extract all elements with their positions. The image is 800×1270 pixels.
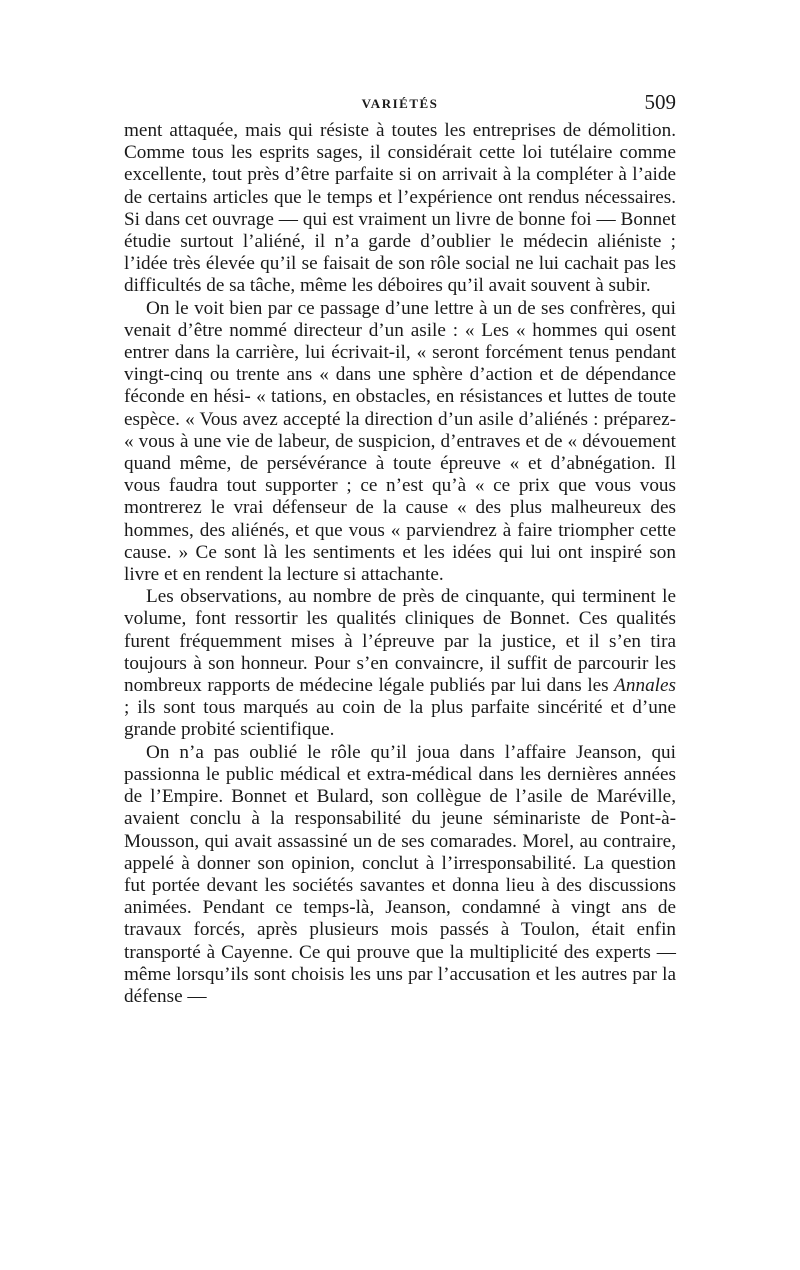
paragraph-text: ; ils sont tous marqués au coin de la plus parfaite sincérité et d’une grande probité scientifique. <box>124 697 676 741</box>
running-header <box>124 90 676 120</box>
paragraph-text: On le voit bien par ce passage d’une lettre à un de ses confrères, qui venait d’être nommé directeur d’un asile : « Les « hommes qui osent entrer dans la carrière, lui écrivait-il, « seront forcément tenus pendant vingt-cinq ou trente ans « dans une sphère d’action et de dépendance féconde en hési- « tations, en obstacles, en résistances et luttes de toute espèce. « Vous avez accepté la direction d’un asile d’aliénés : préparez- « vous à une vie de labeur, de suspicion, d’entraves et de « dévouement quand même, de persévérance à toute épreuve « et d’abnégation. Il vous faudra tout supporter ; ce n’est qu’à « ce prix que vous vous montrerez le vrai défenseur de la cause « des plus malheureux des hommes, des aliénés, et que vous « parviendrez à faire triompher cette cause. » Ce sont là les sentiments et les idées qui lui ont inspiré son livre et en rendent la lecture si attachante. <box>124 297 676 586</box>
body-text <box>124 120 676 1008</box>
running-title: VARIÉTÉS <box>361 96 439 111</box>
journal-title: Annales <box>614 675 676 697</box>
paragraph-text: ment attaquée, mais qui résiste à toutes les entreprises de démolition. Comme tous les esprits sages, il considérait cette loi tutélaire comme excellente, tout près d’être parfaite si on arrivait à la compléter à l’aide de certains articles que le temps et l’expérience ont rendus nécessaires. Si dans cet ouvrage — qui est vraiment un livre de bonne foi — Bonnet étudie surtout l’aliéné, il n’a garde d’oublier le médecin aliéniste ; l’idée très élevée qu’il se faisait de son rôle social ne lui cachait pas les difficultés de sa tâche, même les déboires qu’il avait souvent à subir. <box>124 120 676 297</box>
paragraph-text: Les observations, au nombre de près de cinquante, qui terminent le volume, font ressortir les qualités cliniques de Bonnet. Ces qualités furent fréquemment mises à l’épreuve par la justice, et il s’en tira toujours à son honneur. Pour s’en convaincre, il suffit de parcourir les nombreux rapports de médecine légale publiés par lui dans les <box>124 586 676 697</box>
page-number: 509 <box>644 90 676 114</box>
paragraph <box>124 120 676 298</box>
paragraph-text: On n’a pas oublié le rôle qu’il joua dans l’affaire Jeanson, qui passionna le public médical et extra-médical dans les dernières années de l’Empire. Bonnet et Bulard, son collègue de l’asile de Maréville, avaient conclu à la responsabilité du jeune séminariste de Pont-à-Mousson, qui avait assassiné un de ses comarades. Morel, au contraire, appelé à donner son opinion, conclut à l’irresponsabilité. La question fut portée devant les sociétés savantes et donna lieu à des discussions animées. Pendant ce temps-là, Jeanson, condamné à vingt ans de travaux forcés, après plusieurs mois passés à Toulon, était enfin transporté à Cayenne. Ce qui prouve que la multiplicité des experts — même lorsqu’ils sont choisis les uns par l’accusation et les autres par la défense — <box>124 741 676 1007</box>
paragraph <box>124 586 676 741</box>
paragraph <box>124 742 676 1008</box>
page <box>124 90 676 1008</box>
paragraph <box>124 298 676 587</box>
